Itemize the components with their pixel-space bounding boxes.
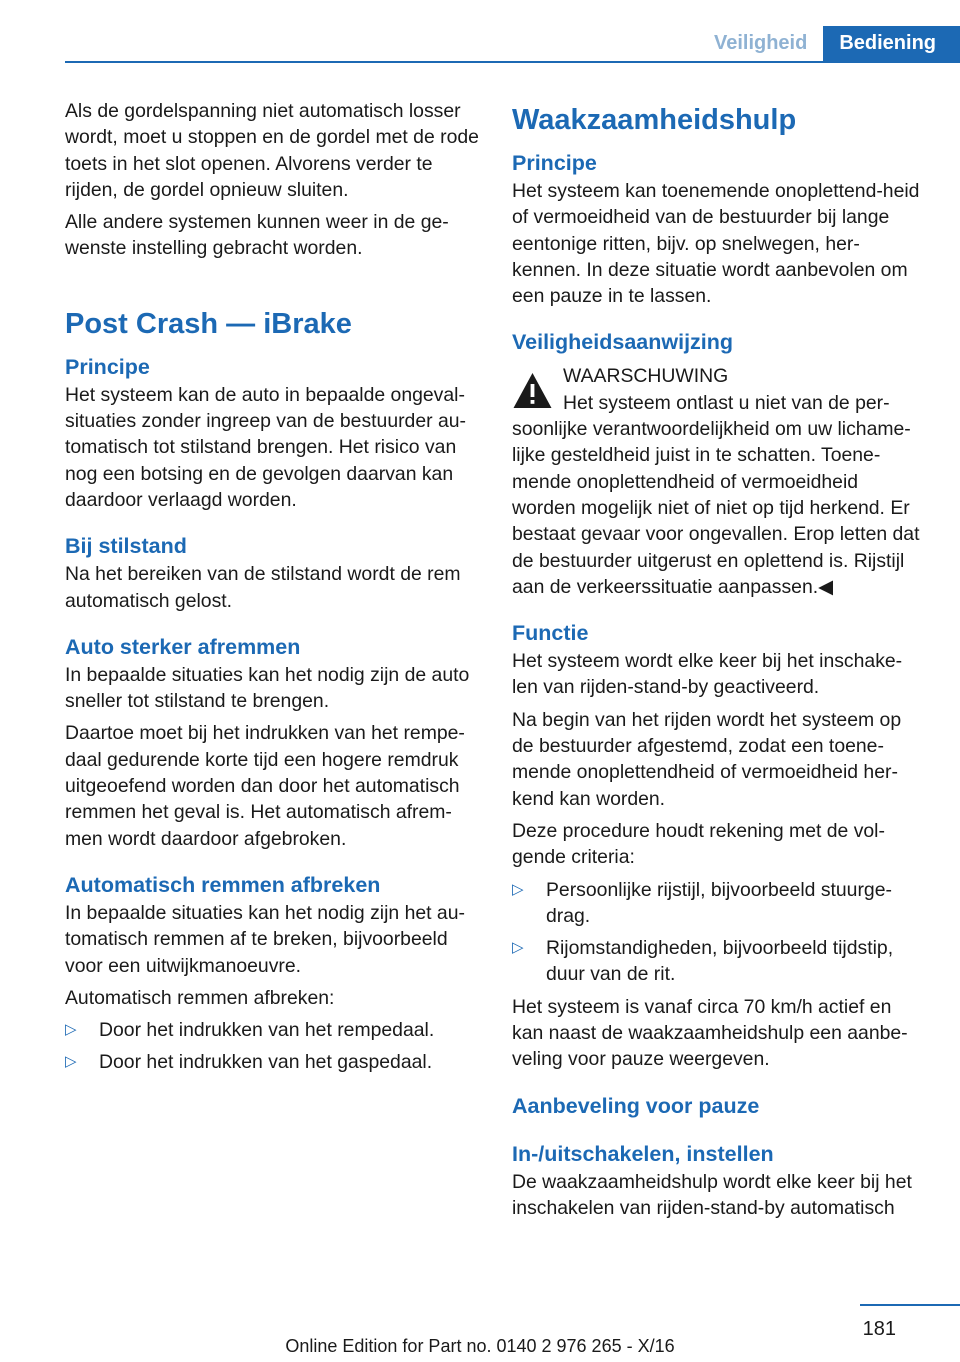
tab-bediening[interactable]: Bediening bbox=[823, 26, 960, 62]
sterker-paragraph-1: In bepaalde situaties kan het nodig zijn de auto sneller tot stilstand te brengen. bbox=[65, 663, 470, 713]
list-item-text: Rijomstandigheden, bijvoorbeeld tijdstip, duur van de rit. bbox=[546, 937, 894, 986]
footer-edition-text: Online Edition for Part no. 0140 2 976 265 - X/16 bbox=[285, 1336, 675, 1356]
section-title-post-crash: Post Crash — iBrake bbox=[65, 307, 352, 340]
functie-paragraph-1: Het systeem wordt elke keer bij het inschake-len van rijden-stand-by geactiveerd. bbox=[512, 650, 903, 699]
principe-text-left: Het systeem kan de auto in bepaalde ongeval-situaties zonder ingreep van de bestuurder au-tomatisch tot stilstand brengen. Het risico van nog een botsing en de gevolgen daarvan kan daardoor verlaagd worden. bbox=[65, 383, 466, 511]
heading-in-uitschakelen: In-/uitschakelen, instellen bbox=[512, 1141, 774, 1166]
functie-paragraph-4: Het systeem is vanaf circa 70 km/h actief en kan naast de waakzaamheidshulp een aanbe-veling voor pauze weergeven. bbox=[512, 995, 908, 1071]
heading-bij-stilstand: Bij stilstand bbox=[65, 534, 187, 559]
sterker-paragraph-2: Daartoe moet bij het indrukken van het rempe-daal gedurende korte tijd een hogere remdruk uitgeoefend worden dan door het automatisch remmen het geval is. Het automatisch afrem-men wordt daardoor afgebroken. bbox=[65, 722, 465, 850]
warning-text-first-line: Het systeem ontlast u niet van de per- bbox=[563, 391, 890, 414]
warning-text: soonlijke verantwoordelijkheid om uw lichame-lijke gesteldheid juist in te schatten. Toene-mende onoplettendheid of vermoeidheid worden mogelijk niet of niet op tijd herkend. Er bestaat gevaar voor ongevallen. Erop letten dat de bestuurder uitgerust en oplettend is. Rijstijl aan de verkeerssituatie aanpassen.◀ bbox=[512, 418, 920, 598]
tab-veiligheid[interactable]: Veiligheid bbox=[698, 26, 823, 62]
header-rule bbox=[65, 61, 960, 63]
afbreken-paragraph-1: In bepaalde situaties kan het nodig zijn het au-tomatisch remmen af te breken, bijvoorbeeld voor een uitwijkmanoeuvre. bbox=[65, 901, 465, 977]
principe-text-right: Het systeem kan toenemende onoplettend-heid of vermoeidheid van de bestuurder bij lange eentonige ritten, bijv. op snelwegen, her-kennen. In deze situatie wordt aanbevolen om een pauze in te lassen. bbox=[512, 180, 920, 308]
triangle-bullet-icon: ▷ bbox=[512, 939, 524, 957]
left-column bbox=[65, 98, 480, 1082]
heading-veiligheidsaanwijzing: Veiligheidsaanwijzing bbox=[512, 330, 734, 355]
stilstand-text: Na het bereiken van de stilstand wordt de rem automatisch gelost. bbox=[65, 563, 461, 612]
heading-functie: Functie bbox=[512, 621, 589, 646]
list-item-text: Door het indrukken van het gaspedaal. bbox=[99, 1051, 433, 1074]
intro-paragraph-1: Als de gordelspanning niet automatisch losser wordt, moet u stoppen en de gordel met de rode toets in het slot openen. Alvorens verder te rijden, de gordel opnieuw sluiten. bbox=[65, 100, 479, 201]
list-item bbox=[512, 877, 927, 930]
functie-paragraph-3: Deze procedure houdt rekening met de vol-gende criteria: bbox=[512, 819, 885, 869]
heading-automatisch-remmen-afbreken: Automatisch remmen afbreken bbox=[65, 872, 381, 897]
section-title-waakzaamheidshulp: Waakzaamheidshulp bbox=[512, 104, 797, 136]
list-item bbox=[65, 1017, 480, 1043]
triangle-bullet-icon: ▷ bbox=[512, 880, 524, 898]
afbreken-paragraph-2: Automatisch remmen afbreken: bbox=[65, 986, 335, 1009]
list-item-text: Door het indrukken van het rempedaal. bbox=[99, 1019, 435, 1042]
warning-label: WAARSCHUWING bbox=[563, 365, 729, 388]
intro-paragraph-2: Alle andere systemen kunnen weer in de ge-wenste instelling gebracht worden. bbox=[65, 211, 449, 260]
functie-paragraph-2: Na begin van het rijden wordt het systeem op de bestuurder afgestemd, zodat een toene-mende onoplettendheid of vermoeidheid her-kend kan worden. bbox=[512, 708, 902, 810]
list-item-text: Persoonlijke rijstijl, bijvoorbeeld stuurge-drag. bbox=[546, 878, 892, 927]
footer-rule bbox=[860, 1304, 960, 1306]
heading-principe-left: Principe bbox=[65, 354, 150, 379]
list-item bbox=[512, 935, 927, 988]
right-column bbox=[512, 98, 927, 1227]
afbreken-list bbox=[65, 1017, 480, 1076]
warning-box bbox=[512, 363, 927, 600]
inuit-text: De waakzaamheidshulp wordt elke keer bij het inschakelen van rijden-stand-by automatisch bbox=[512, 1170, 912, 1219]
warning-triangle-icon bbox=[512, 371, 553, 411]
list-item bbox=[65, 1049, 480, 1075]
heading-auto-sterker-afremmen: Auto sterker afremmen bbox=[65, 634, 301, 659]
page-number: 181 bbox=[862, 1318, 896, 1340]
heading-aanbeveling-voor-pauze: Aanbeveling voor pauze bbox=[512, 1093, 760, 1118]
criteria-list bbox=[512, 877, 927, 988]
heading-principe-right: Principe bbox=[512, 151, 597, 175]
triangle-bullet-icon: ▷ bbox=[65, 1021, 77, 1039]
triangle-bullet-icon: ▷ bbox=[65, 1053, 77, 1071]
page-header bbox=[698, 26, 960, 62]
